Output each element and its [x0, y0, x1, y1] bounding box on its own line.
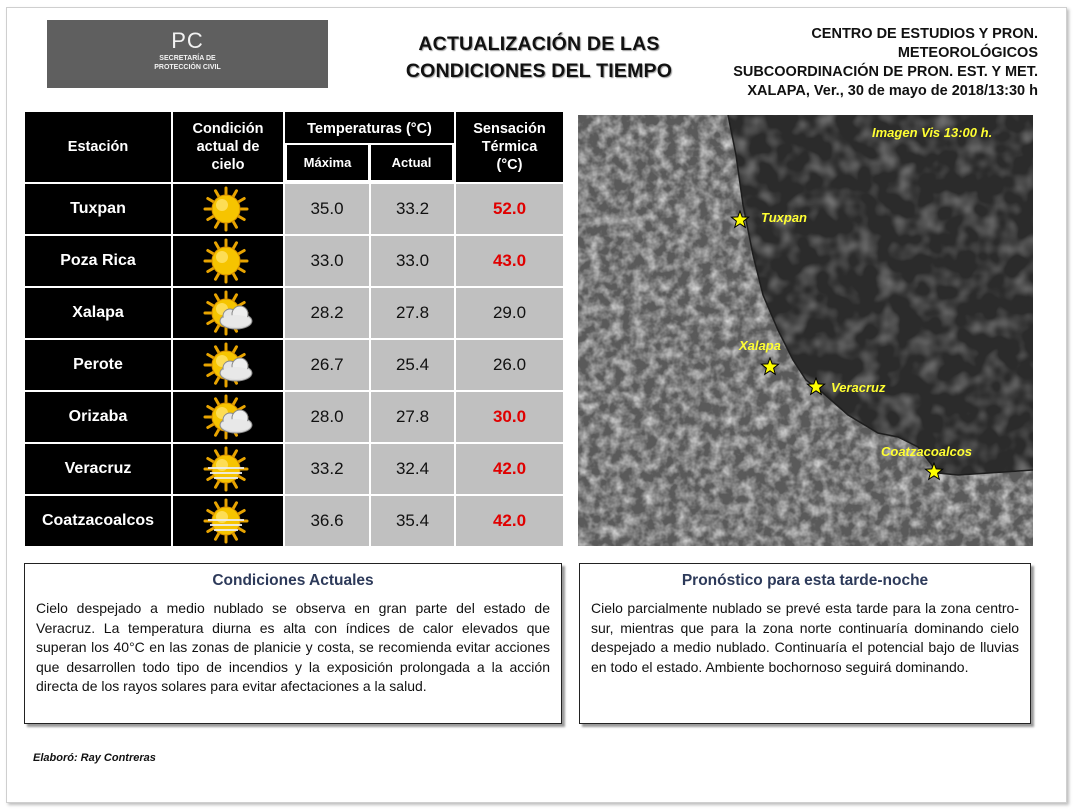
- satellite-image: [578, 115, 1033, 546]
- table-row: [25, 496, 563, 548]
- actual-temp: 25.4: [371, 340, 454, 390]
- header-condition-l3: cielo: [211, 157, 245, 173]
- station-name: Xalapa: [25, 288, 171, 338]
- header-station-label: Estación: [67, 139, 129, 155]
- max-temp: 33.2: [285, 444, 369, 494]
- sensation-temp: 30.0: [456, 392, 563, 442]
- table-row: [25, 392, 563, 444]
- sun-icon: [173, 236, 283, 286]
- header-actual-label: Actual: [391, 155, 432, 170]
- actual-temp: 32.4: [371, 444, 454, 494]
- max-temp: 28.2: [285, 288, 369, 338]
- header-sensation: [456, 112, 563, 182]
- max-temp: 28.0: [285, 392, 369, 442]
- forecast-box: [579, 563, 1031, 724]
- max-temp: 33.0: [285, 236, 369, 286]
- table-row: [25, 184, 563, 236]
- org-line1: CENTRO DE ESTUDIOS Y PRON.: [811, 26, 1038, 42]
- organization-block: [733, 25, 1038, 101]
- header-condition-l2: actual de: [196, 139, 260, 155]
- forecast-title: Pronóstico para esta tarde-noche: [681, 572, 929, 589]
- page-title: [384, 31, 694, 85]
- actual-temp: 35.4: [371, 496, 454, 546]
- header-sens-l1: Sensación: [473, 121, 546, 137]
- hazy-sun-icon: [173, 444, 283, 494]
- org-date-line: XALAPA, Ver., 30 de mayo de 2018/13:30 h: [747, 83, 1038, 99]
- current-conditions-box: [24, 563, 562, 724]
- partly-cloudy-icon: [173, 340, 283, 390]
- label-xalapa: Xalapa: [739, 338, 781, 353]
- max-temp: 36.6: [285, 496, 369, 546]
- author-credit: Elaboró: Ray Contreras: [33, 752, 156, 764]
- header-condition: [173, 112, 283, 182]
- org-line2: METEOROLÓGICOS: [897, 45, 1038, 61]
- table-row: [25, 236, 563, 288]
- header-actual: [369, 143, 454, 182]
- max-temp: 35.0: [285, 184, 369, 234]
- satellite-caption: Imagen Vis 13:00 h.: [872, 125, 993, 140]
- header-max: [285, 143, 370, 182]
- logo-line1: SECRETARÍA DE: [159, 55, 216, 62]
- header-max-label: Máxima: [303, 155, 352, 170]
- max-temp: 26.7: [285, 340, 369, 390]
- logo-initials: PC: [171, 28, 204, 53]
- partly-cloudy-icon: [173, 288, 283, 338]
- forecast-text: Cielo parcialmente nublado se prevé esta tarde para la zona centro-sur, mientras que para la zona norte continuaría dominando cielo despejado a medio nublado. Continuaría el potencial bajo de lluvias en todo el estado. Ambiente bochornoso seguirá dominando.: [591, 600, 1019, 675]
- logo: [47, 20, 328, 88]
- sensation-temp: 26.0: [456, 340, 563, 390]
- partly-cloudy-icon: [173, 392, 283, 442]
- sun-icon: [173, 184, 283, 234]
- station-name: Veracruz: [25, 444, 171, 494]
- current-conditions-text: Cielo despejado a medio nublado se observa en gran parte del estado de Veracruz. La temperatura diurna es alta con índices de calor elevados que superan los 40°C en las zonas de planicie y costa, se recomienda evitar acciones que desarrollen todo tipo de incendios y la exposición prolongada a la acción directa de los rayos solares para evitar afectaciones a la salud.: [36, 600, 550, 694]
- station-name: Perote: [25, 340, 171, 390]
- org-line3: SUBCOORDINACIÓN DE PRON. EST. Y MET.: [733, 64, 1038, 80]
- header-temps-label: Temperaturas (°C): [307, 121, 432, 137]
- sensation-temp: 29.0: [456, 288, 563, 338]
- satellite-map: [578, 115, 1033, 546]
- station-name: Coatzacoalcos: [25, 496, 171, 546]
- table-row: [25, 444, 563, 496]
- table-row: [25, 340, 563, 392]
- sensation-temp: 42.0: [456, 444, 563, 494]
- label-veracruz: Veracruz: [831, 380, 886, 395]
- header-sens-l2: Térmica: [481, 139, 538, 155]
- header-sens-l3: (°C): [496, 157, 523, 173]
- actual-temp: 33.2: [371, 184, 454, 234]
- station-name: Tuxpan: [25, 184, 171, 234]
- station-name: Poza Rica: [25, 236, 171, 286]
- sensation-temp: 42.0: [456, 496, 563, 546]
- title-line2: CONDICIONES DEL TIEMPO: [405, 60, 673, 82]
- title-line1: ACTUALIZACIÓN DE LAS: [418, 33, 660, 55]
- hazy-sun-icon: [173, 496, 283, 546]
- label-tuxpan: Tuxpan: [761, 210, 807, 225]
- sensation-temp: 52.0: [456, 184, 563, 234]
- table-row: [25, 288, 563, 340]
- header-condition-l1: Condición: [192, 121, 264, 137]
- actual-temp: 27.8: [371, 392, 454, 442]
- weather-table: [25, 112, 563, 546]
- actual-temp: 33.0: [371, 236, 454, 286]
- logo-line2: PROTECCIÓN CIVIL: [154, 64, 221, 71]
- header-station: [25, 112, 171, 182]
- station-name: Orizaba: [25, 392, 171, 442]
- sensation-temp: 43.0: [456, 236, 563, 286]
- current-conditions-title: Condiciones Actuales: [212, 572, 374, 589]
- actual-temp: 27.8: [371, 288, 454, 338]
- label-coatzacoalcos: Coatzacoalcos: [881, 444, 973, 459]
